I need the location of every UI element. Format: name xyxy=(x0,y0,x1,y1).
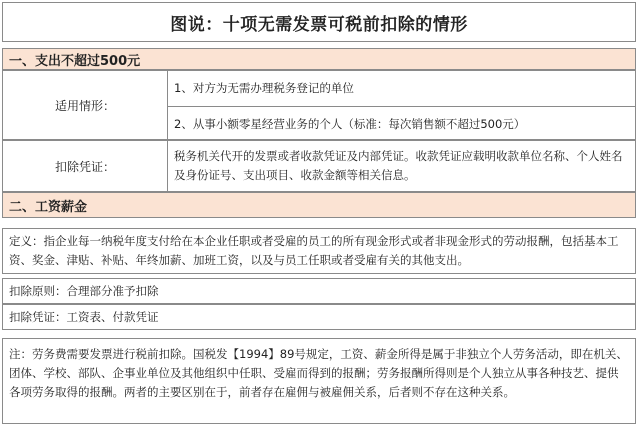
deduction-voucher: 扣除凭证：工资表、付款凭证 xyxy=(2,304,636,330)
section-2-heading: 二、工资薪金 xyxy=(2,192,636,218)
applicable-label: 适用情形： xyxy=(3,71,168,139)
applicable-item-2: 2、从事小额零星经营业务的个人（标准：每次销售额不超过500元） xyxy=(168,106,635,141)
section-1-heading: 一、支出不超过500元 xyxy=(2,48,636,70)
applicable-row xyxy=(2,70,636,140)
salary-definition: 定义：指企业每一纳税年度支付给在本企业任职或者受雇的员工的所有现金形式或者非现金形式的劳动报酬，包括基本工资、奖金、津贴、补贴、年终加薪、加班工资，以及与员工任职或者受雇有关的其他支出。 xyxy=(2,228,636,274)
applicable-item-1: 1、对方为无需办理税务登记的单位 xyxy=(174,81,354,95)
voucher-text: 税务机关代开的发票或者收款凭证及内部凭证。收款凭证应载明收款单位名称、个人姓名及身份证号、支出项目、收款金额等相关信息。 xyxy=(174,149,623,182)
voucher-row xyxy=(2,140,636,192)
salary-note: 注：劳务费需要发票进行税前扣除。国税发【1994】89号规定，工资、薪金所得是属于非独立个人劳务活动，即在机关、团体、学校、部队、企事业单位及其他组织中任职、受雇而得到的报酬；劳务报酬所得则是个人独立从事各种技艺、提供各项劳务取得的报酬。两者的主要区别在于，前者存在雇佣与被雇佣关系，后者则不存在这种关系。 xyxy=(2,338,636,424)
voucher-label: 扣除凭证： xyxy=(3,141,168,191)
deduction-principle: 扣除原则：合理部分准予扣除 xyxy=(2,278,636,304)
page-title: 图说：十项无需发票可税前扣除的情形 xyxy=(2,2,636,42)
